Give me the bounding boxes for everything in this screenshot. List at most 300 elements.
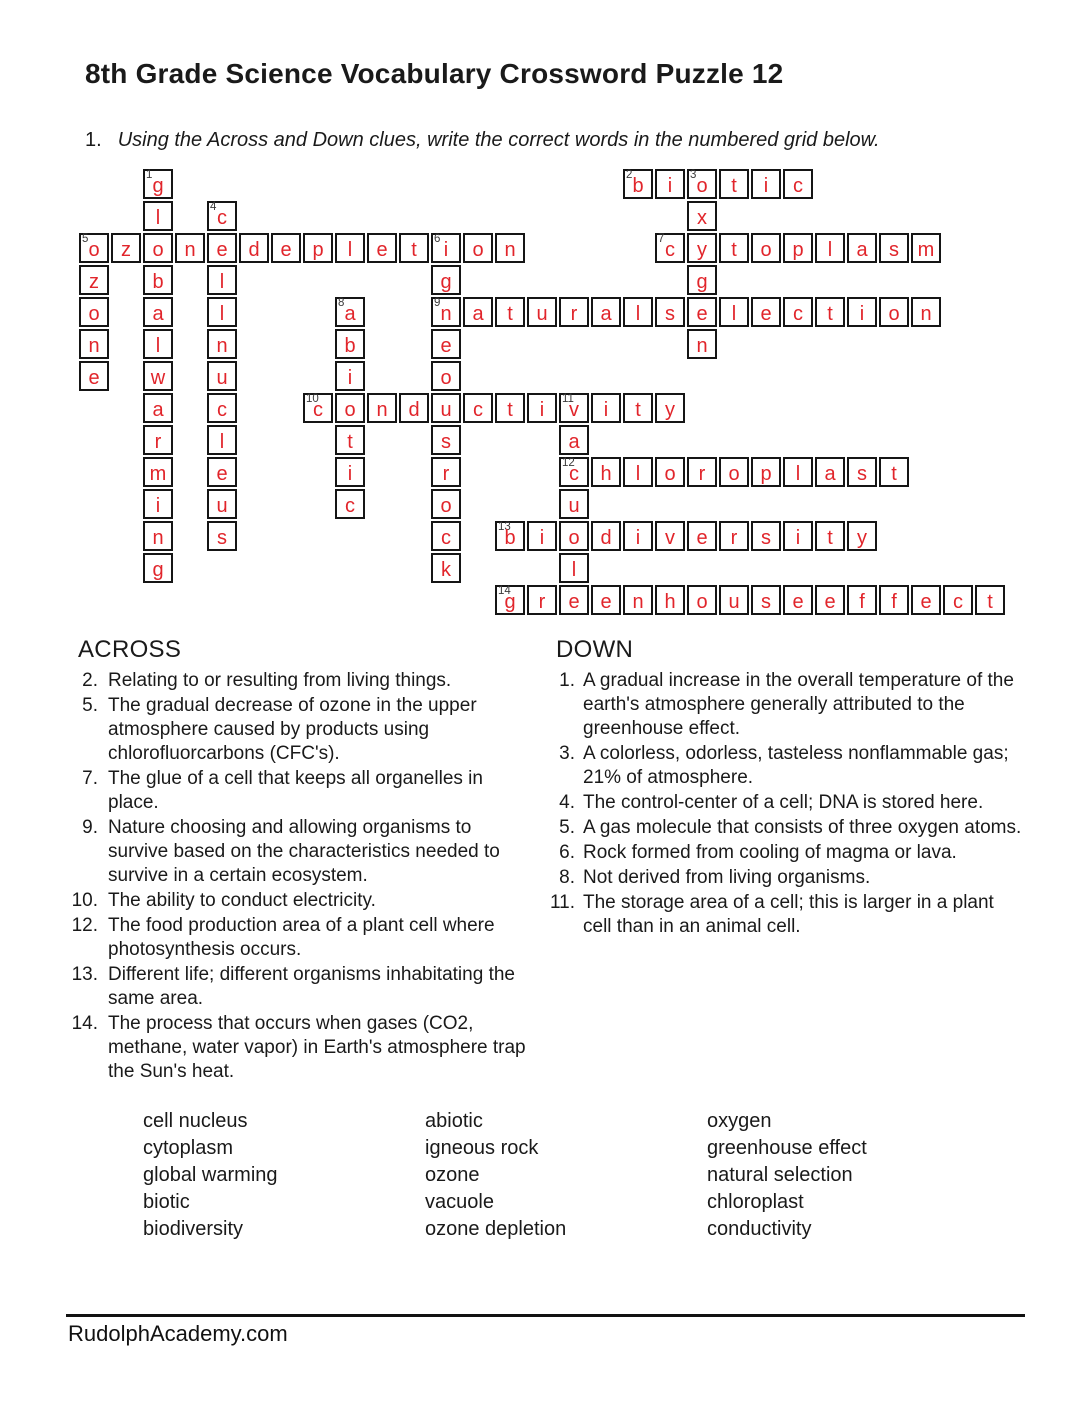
grid-cell bbox=[143, 329, 173, 359]
cell-letter: o bbox=[440, 495, 452, 517]
cell-letter: p bbox=[760, 463, 772, 485]
cell-letter: u bbox=[440, 399, 452, 421]
clue-number: 11. bbox=[549, 892, 575, 913]
grid-cell bbox=[687, 297, 717, 327]
grid-cell bbox=[335, 393, 365, 423]
cell-letter: i bbox=[347, 463, 353, 485]
cell-letter: r bbox=[154, 431, 162, 453]
cell-number: 12 bbox=[562, 457, 575, 469]
cell-letter: n bbox=[440, 303, 452, 325]
word-bank-column bbox=[707, 1108, 867, 1243]
cell-letter: r bbox=[570, 303, 578, 325]
grid-cell bbox=[207, 329, 237, 359]
cell-letter: r bbox=[442, 463, 450, 485]
cell-letter: l bbox=[155, 207, 161, 229]
cell-letter: o bbox=[888, 303, 900, 325]
grid-cell bbox=[431, 361, 461, 391]
grid-cell bbox=[367, 393, 397, 423]
grid-cell bbox=[495, 297, 525, 327]
cell-letter: s bbox=[665, 303, 675, 325]
grid-cell bbox=[367, 233, 397, 263]
cell-letter: i bbox=[443, 239, 449, 261]
grid-cell bbox=[975, 585, 1005, 615]
grid-cell bbox=[239, 233, 269, 263]
grid-cell bbox=[463, 233, 493, 263]
grid-cell bbox=[751, 169, 781, 199]
cell-letter: f bbox=[859, 591, 865, 613]
grid-cell bbox=[943, 585, 973, 615]
cell-letter: o bbox=[696, 591, 708, 613]
clue-item bbox=[545, 866, 1023, 890]
grid-cell bbox=[143, 297, 173, 327]
cell-letter: a bbox=[152, 303, 164, 325]
grid-cell bbox=[431, 297, 461, 327]
clue-text: The ability to conduct electricity. bbox=[108, 890, 376, 911]
cell-letter: p bbox=[792, 239, 804, 261]
grid-cell bbox=[79, 297, 109, 327]
down-heading: DOWN bbox=[556, 636, 634, 663]
grid-cell bbox=[719, 521, 749, 551]
cell-letter: e bbox=[216, 239, 228, 261]
cell-letter: n bbox=[504, 239, 516, 261]
cell-letter: u bbox=[536, 303, 548, 325]
grid-cell bbox=[591, 297, 621, 327]
grid-cell bbox=[431, 521, 461, 551]
cell-letter: n bbox=[152, 527, 164, 549]
cell-letter: i bbox=[635, 527, 641, 549]
cell-letter: l bbox=[635, 463, 641, 485]
clue-text: A gas molecule that consists of three oxygen atoms. bbox=[583, 817, 1022, 838]
cell-letter: e bbox=[440, 335, 452, 357]
cell-letter: i bbox=[795, 527, 801, 549]
word-bank-word: global warming bbox=[143, 1164, 278, 1186]
word-bank-word: ozone bbox=[425, 1164, 480, 1186]
grid-cell bbox=[527, 521, 557, 551]
cell-letter: o bbox=[88, 303, 100, 325]
cell-number: 2 bbox=[626, 169, 633, 181]
clue-text: A gradual increase in the overall temperature of the earth's atmosphere generally attributed to the greenhouse effect. bbox=[583, 670, 1014, 739]
cell-letter: t bbox=[731, 239, 737, 261]
grid-cell bbox=[815, 521, 845, 551]
grid-cell bbox=[655, 585, 685, 615]
grid-cell bbox=[431, 457, 461, 487]
cell-letter: c bbox=[345, 495, 355, 517]
clue-item bbox=[545, 742, 1023, 790]
cell-letter: n bbox=[696, 335, 708, 357]
cell-letter: t bbox=[987, 591, 993, 613]
cell-letter: k bbox=[441, 559, 451, 581]
cell-letter: o bbox=[664, 463, 676, 485]
grid-cell bbox=[751, 585, 781, 615]
cell-letter: a bbox=[824, 463, 836, 485]
cell-letter: u bbox=[216, 367, 228, 389]
grid-cell bbox=[687, 585, 717, 615]
grid-cell bbox=[687, 169, 717, 199]
grid-cell bbox=[431, 553, 461, 583]
across-clue-list bbox=[66, 669, 538, 1085]
cell-letter: m bbox=[917, 239, 935, 261]
grid-cell bbox=[559, 393, 589, 423]
cell-letter: e bbox=[216, 463, 228, 485]
cell-number: 8 bbox=[338, 297, 345, 309]
clue-item bbox=[66, 914, 538, 962]
word-bank-word: igneous rock bbox=[425, 1137, 539, 1159]
grid-cell bbox=[111, 233, 141, 263]
grid-cell bbox=[559, 521, 589, 551]
clue-text: Nature choosing and allowing organisms to survive based on the characteristics needed to survive in a certain ecosystem. bbox=[108, 817, 500, 886]
cell-letter: u bbox=[216, 495, 228, 517]
footer-link[interactable]: RudolphAcademy.com bbox=[68, 1321, 288, 1346]
clue-item bbox=[66, 963, 538, 1011]
down-clue-list bbox=[545, 669, 1023, 940]
cell-letter: t bbox=[731, 175, 737, 197]
grid-cell bbox=[623, 169, 653, 199]
cell-letter: p bbox=[312, 239, 324, 261]
grid-cell bbox=[655, 521, 685, 551]
cell-letter: o bbox=[568, 527, 580, 549]
grid-cell bbox=[335, 233, 365, 263]
cell-letter: n bbox=[920, 303, 932, 325]
clue-item bbox=[66, 1012, 538, 1084]
grid-cell bbox=[847, 521, 877, 551]
clue-number: 14. bbox=[71, 1013, 98, 1034]
grid-cell bbox=[911, 585, 941, 615]
cell-letter: i bbox=[667, 175, 673, 197]
grid-cell bbox=[623, 297, 653, 327]
instruction-number: 1. bbox=[85, 129, 102, 151]
cell-letter: a bbox=[472, 303, 484, 325]
cell-letter: i bbox=[763, 175, 769, 197]
word-bank-word: oxygen bbox=[707, 1110, 772, 1132]
cell-letter: e bbox=[568, 591, 580, 613]
grid-cell bbox=[655, 169, 685, 199]
clue-text: Different life; different organisms inhabitating the same area. bbox=[108, 964, 515, 1009]
footer-rule bbox=[66, 1314, 1025, 1317]
cell-number: 13 bbox=[498, 521, 511, 533]
grid-cell bbox=[591, 585, 621, 615]
cell-letter: x bbox=[697, 207, 707, 229]
clue-number: 8. bbox=[559, 867, 575, 888]
clue-item bbox=[66, 767, 538, 815]
grid-cell bbox=[719, 585, 749, 615]
cell-letter: r bbox=[730, 527, 738, 549]
grid-cell bbox=[783, 521, 813, 551]
cell-letter: d bbox=[248, 239, 260, 261]
grid-cell bbox=[207, 297, 237, 327]
cell-letter: e bbox=[920, 591, 932, 613]
grid-cell bbox=[879, 457, 909, 487]
word-bank-word: chloroplast bbox=[707, 1191, 804, 1213]
clue-text: Not derived from living organisms. bbox=[583, 867, 871, 888]
cell-number: 5 bbox=[82, 233, 89, 245]
clue-item bbox=[66, 669, 538, 693]
cell-letter: n bbox=[376, 399, 388, 421]
cell-letter: s bbox=[857, 463, 867, 485]
clue-number: 12. bbox=[71, 915, 98, 936]
grid-cell bbox=[143, 457, 173, 487]
grid-cell bbox=[559, 457, 589, 487]
cell-letter: s bbox=[761, 591, 771, 613]
cell-number: 6 bbox=[434, 233, 441, 245]
grid-cell bbox=[207, 393, 237, 423]
cell-letter: u bbox=[728, 591, 740, 613]
grid-cell bbox=[303, 393, 333, 423]
grid-cell bbox=[687, 521, 717, 551]
cell-letter: e bbox=[760, 303, 772, 325]
grid-cell bbox=[431, 233, 461, 263]
grid-cell bbox=[559, 489, 589, 519]
word-bank-word: cytoplasm bbox=[143, 1137, 234, 1159]
cell-letter: y bbox=[697, 239, 707, 261]
grid-cell bbox=[815, 297, 845, 327]
clue-text: Rock formed from cooling of magma or lava. bbox=[583, 842, 957, 863]
cell-number: 11 bbox=[562, 393, 574, 405]
word-bank-column bbox=[143, 1108, 278, 1243]
clue-number: 5. bbox=[559, 817, 575, 838]
grid-cell bbox=[495, 233, 525, 263]
grid-cell bbox=[431, 489, 461, 519]
cell-letter: t bbox=[347, 431, 353, 453]
grid-cell bbox=[847, 297, 877, 327]
cell-letter: i bbox=[155, 495, 161, 517]
cell-letter: a bbox=[600, 303, 612, 325]
grid-cell bbox=[527, 297, 557, 327]
grid-cell bbox=[719, 169, 749, 199]
cell-letter: l bbox=[731, 303, 737, 325]
page-title: 8th Grade Science Vocabulary Crossword Puzzle 12 bbox=[85, 58, 784, 89]
grid-cell bbox=[655, 233, 685, 263]
cell-letter: t bbox=[507, 399, 513, 421]
grid-cell bbox=[911, 297, 941, 327]
grid-cell bbox=[207, 457, 237, 487]
cell-letter: s bbox=[761, 527, 771, 549]
cell-letter: e bbox=[376, 239, 388, 261]
grid-cell bbox=[79, 265, 109, 295]
cell-letter: l bbox=[219, 271, 225, 293]
clue-item bbox=[545, 816, 1023, 840]
cell-letter: c bbox=[217, 399, 227, 421]
cell-letter: c bbox=[793, 303, 803, 325]
cell-letter: t bbox=[507, 303, 513, 325]
grid-cell bbox=[207, 361, 237, 391]
clue-text: Relating to or resulting from living things. bbox=[108, 670, 452, 691]
cell-letter: h bbox=[600, 463, 612, 485]
clue-item bbox=[66, 889, 538, 913]
cell-letter: c bbox=[441, 527, 451, 549]
cell-letter: n bbox=[184, 239, 196, 261]
word-bank-word: natural selection bbox=[707, 1164, 853, 1186]
cell-letter: l bbox=[635, 303, 641, 325]
grid-cell bbox=[751, 457, 781, 487]
grid-cell bbox=[879, 585, 909, 615]
clue-item bbox=[66, 816, 538, 888]
cell-number: 3 bbox=[690, 169, 697, 181]
cell-letter: e bbox=[280, 239, 292, 261]
cell-letter: c bbox=[953, 591, 963, 613]
cell-letter: z bbox=[121, 239, 131, 261]
grid-cell bbox=[143, 521, 173, 551]
grid-cell bbox=[463, 393, 493, 423]
cell-letter: o bbox=[152, 239, 164, 261]
grid-cell bbox=[463, 297, 493, 327]
grid-cell bbox=[431, 329, 461, 359]
across-heading: ACROSS bbox=[78, 636, 182, 663]
grid-cell bbox=[143, 265, 173, 295]
cell-letter: u bbox=[568, 495, 580, 517]
grid-cell bbox=[623, 393, 653, 423]
grid-cell bbox=[783, 457, 813, 487]
cell-letter: t bbox=[891, 463, 897, 485]
clue-number: 4. bbox=[559, 792, 575, 813]
cell-letter: t bbox=[635, 399, 641, 421]
grid-cell bbox=[687, 265, 717, 295]
cell-letter: e bbox=[88, 367, 100, 389]
cell-letter: c bbox=[793, 175, 803, 197]
grid-cell bbox=[559, 297, 589, 327]
cell-number: 7 bbox=[658, 233, 665, 245]
grid-cell bbox=[591, 393, 621, 423]
cell-letter: i bbox=[539, 527, 545, 549]
word-bank-word: conductivity bbox=[707, 1218, 812, 1240]
grid-cell bbox=[79, 233, 109, 263]
grid-cell bbox=[79, 329, 109, 359]
grid-cell bbox=[431, 425, 461, 455]
clue-number: 3. bbox=[559, 743, 575, 764]
cell-letter: o bbox=[472, 239, 484, 261]
grid-cell bbox=[335, 361, 365, 391]
cell-letter: o bbox=[760, 239, 772, 261]
cell-letter: g bbox=[152, 559, 164, 581]
grid-cell bbox=[687, 201, 717, 231]
cell-number: 4 bbox=[210, 201, 217, 213]
clue-number: 5. bbox=[82, 695, 98, 716]
cell-number: 14 bbox=[498, 585, 511, 597]
grid-cell bbox=[783, 169, 813, 199]
cell-letter: c bbox=[569, 463, 579, 485]
grid-cell bbox=[847, 233, 877, 263]
cell-letter: v bbox=[569, 399, 579, 421]
word-bank-word: biotic bbox=[143, 1191, 190, 1213]
grid-cell bbox=[719, 297, 749, 327]
grid-cell bbox=[879, 233, 909, 263]
cell-letter: c bbox=[665, 239, 675, 261]
cell-letter: n bbox=[88, 335, 100, 357]
grid-cell bbox=[783, 297, 813, 327]
grid-cell bbox=[655, 457, 685, 487]
grid-cell bbox=[207, 489, 237, 519]
grid-cell bbox=[687, 233, 717, 263]
cell-letter: z bbox=[89, 271, 99, 293]
cell-letter: t bbox=[827, 527, 833, 549]
cell-letter: o bbox=[440, 367, 452, 389]
word-bank-word: greenhouse effect bbox=[707, 1137, 867, 1159]
cell-number: 9 bbox=[434, 297, 441, 309]
cell-letter: o bbox=[344, 399, 356, 421]
cell-letter: t bbox=[411, 239, 417, 261]
word-bank-word: cell nucleus bbox=[143, 1110, 248, 1132]
grid-cell bbox=[335, 457, 365, 487]
grid-cell bbox=[623, 457, 653, 487]
instruction-text: Using the Across and Down clues, write the correct words in the numbered grid below. bbox=[117, 129, 880, 151]
grid-cell bbox=[751, 297, 781, 327]
grid-cell bbox=[207, 233, 237, 263]
clue-number: 10. bbox=[71, 890, 98, 911]
grid-cell bbox=[143, 361, 173, 391]
cell-letter: v bbox=[665, 527, 675, 549]
cell-letter: n bbox=[632, 591, 644, 613]
cell-letter: e bbox=[792, 591, 804, 613]
grid-cell bbox=[399, 393, 429, 423]
cell-letter: o bbox=[728, 463, 740, 485]
cell-letter: a bbox=[152, 399, 164, 421]
grid-cell bbox=[879, 297, 909, 327]
cell-letter: y bbox=[857, 527, 867, 549]
grid-cell bbox=[751, 233, 781, 263]
clue-number: 1. bbox=[559, 670, 575, 691]
clue-text: The process that occurs when gases (CO2, methane, water vapor) in Earth's atmosphere trap the Sun's heat. bbox=[108, 1013, 526, 1082]
cell-letter: g bbox=[696, 271, 708, 293]
cell-letter: g bbox=[152, 175, 164, 197]
word-bank-word: ozone depletion bbox=[425, 1218, 567, 1240]
clue-number: 2. bbox=[82, 670, 98, 691]
grid-cell bbox=[143, 553, 173, 583]
grid-cell bbox=[591, 521, 621, 551]
word-bank-word: biodiversity bbox=[143, 1218, 244, 1240]
cell-letter: c bbox=[473, 399, 483, 421]
grid-cell bbox=[623, 521, 653, 551]
cell-letter: s bbox=[217, 527, 227, 549]
cell-letter: a bbox=[856, 239, 868, 261]
cell-letter: y bbox=[665, 399, 675, 421]
cell-letter: d bbox=[600, 527, 612, 549]
grid-cell bbox=[815, 585, 845, 615]
grid-cell bbox=[655, 393, 685, 423]
cell-letter: c bbox=[313, 399, 323, 421]
grid-cell bbox=[207, 425, 237, 455]
clue-number: 13. bbox=[71, 964, 98, 985]
grid-cell bbox=[143, 393, 173, 423]
grid-cell bbox=[687, 329, 717, 359]
grid-cell bbox=[559, 585, 589, 615]
cell-letter: a bbox=[568, 431, 580, 453]
cell-letter: i bbox=[859, 303, 865, 325]
grid-cell bbox=[143, 169, 173, 199]
grid-cell bbox=[815, 233, 845, 263]
cell-letter: e bbox=[696, 303, 708, 325]
cell-letter: l bbox=[219, 431, 225, 453]
grid-cell bbox=[687, 457, 717, 487]
grid-cell bbox=[431, 393, 461, 423]
grid-cell bbox=[431, 265, 461, 295]
cell-letter: a bbox=[344, 303, 356, 325]
word-bank-word: abiotic bbox=[425, 1110, 483, 1132]
cell-letter: s bbox=[889, 239, 899, 261]
grid-cell bbox=[495, 393, 525, 423]
cell-letter: l bbox=[795, 463, 801, 485]
clue-number: 9. bbox=[82, 817, 98, 838]
grid-cell bbox=[335, 425, 365, 455]
grid-cell bbox=[559, 553, 589, 583]
clue-item bbox=[545, 791, 1023, 815]
grid-cell bbox=[143, 233, 173, 263]
grid-cell bbox=[335, 329, 365, 359]
cell-letter: e bbox=[600, 591, 612, 613]
grid-cell bbox=[143, 489, 173, 519]
cell-number: 10 bbox=[306, 393, 319, 405]
cell-number: 1 bbox=[146, 169, 153, 181]
cell-letter: e bbox=[696, 527, 708, 549]
grid-cell bbox=[719, 457, 749, 487]
